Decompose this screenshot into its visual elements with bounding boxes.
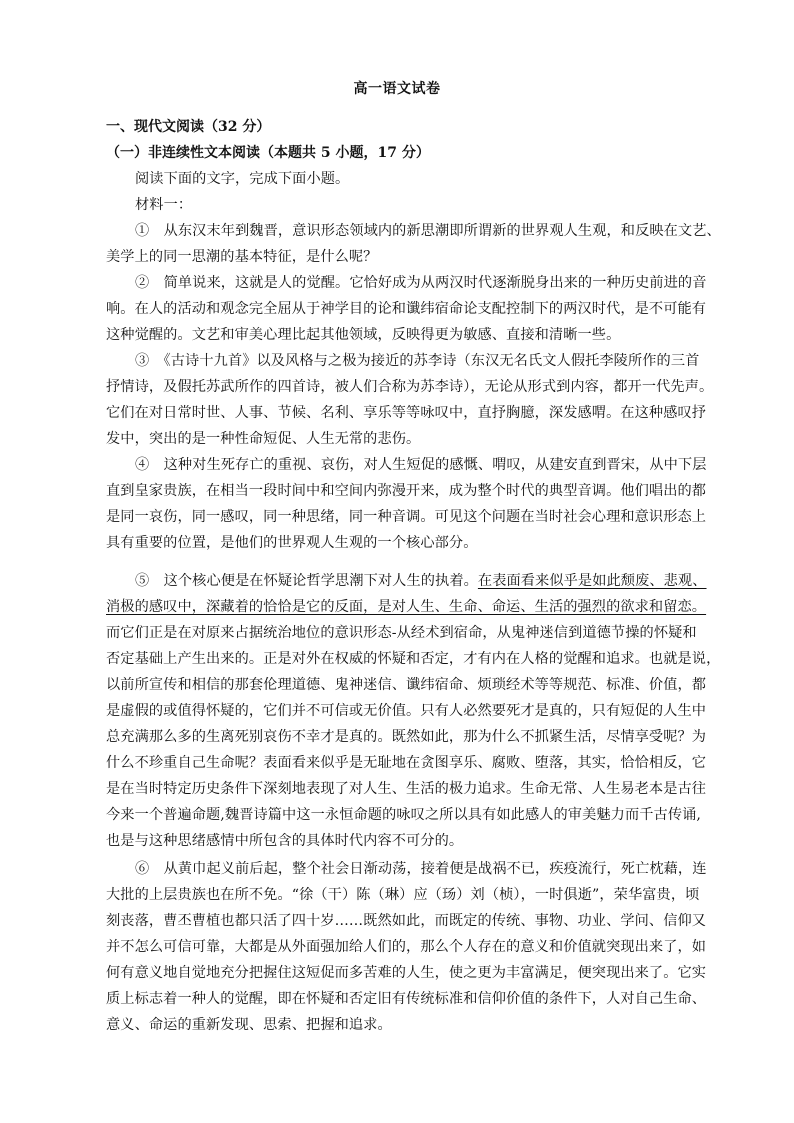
paragraph-line: 刻丧落，曹丕曹植也都只活了四十岁……既然如此，而既定的传统、事物、功业、学问、信仰又 (106, 913, 707, 929)
paragraph-line: 意义、命运的重新发现、思索、把握和追求。 (106, 1017, 392, 1033)
paragraph-line (135, 568, 735, 594)
paragraph-line: ③ 《古诗十九首》以及风格与之极为接近的苏李诗（东汉无名氏文人假托李陵所作的三首 (135, 353, 700, 369)
paragraph-line: 质上标志着一种人的觉醒，即在怀疑和否定旧有传统标准和信仰价值的条件下，人对自己生命、 (106, 991, 707, 1007)
paragraph-line: 具有重要的位置，是他们的世界观人生观的一个核心部分。 (106, 535, 478, 551)
paragraph-line: 并不怎么可信可靠，大都是从外面强加给人们的，那么个人存在的意义和价值就突现出来了，如 (106, 939, 707, 955)
paragraph-line: 是同一哀伤，同一感叹，同一种思绪，同一种音调。可见这个问题在当时社会心理和意识形态上 (106, 509, 707, 525)
page-title: 高一语文试卷 (353, 81, 441, 97)
paragraph-line: ② 简单说来，这就是人的觉醒。它恰好成为从两汉时代逐渐脱身出来的一种历史前进的音 (135, 275, 707, 291)
paragraph-line: 直到皇家贵族，在相当一段时间中和空间内弥漫开来，成为整个时代的典型音调。他们唱出的都 (106, 483, 707, 499)
underlined-sentence: 消极的感叹中，深藏着的恰恰是它的反面，是对人生、生命、命运、生活的强烈的欲求和留恋。 (106, 599, 707, 615)
paragraph-line: ① 从东汉末年到魏晋，意识形态领域内的新思潮即所谓新的世界观人生观，和反映在文艺、 (135, 223, 721, 239)
paragraph-line: 是在当时特定历史条件下深刻地表现了对人生、生活的极力追求。生命无常、人生易老本是古往 (106, 781, 707, 797)
material-label: 材料一： (135, 197, 193, 213)
paragraph-line: 也是与这种思绪感情中所包含的具体时代内容不可分的。 (106, 833, 464, 849)
underlined-sentence: 在表面看来似乎是如此颓废、悲观、 (477, 573, 707, 589)
subsection-heading: （一）非连续性文本阅读（本题共 5 小题，17 分） (106, 145, 430, 161)
paragraph-line: 总充满那么多的生离死别哀伤不幸才是真的。既然如此，那为什么不抓紧生活，尽情享受呢？为 (106, 729, 707, 745)
paragraph-line: 这种觉醒的。文艺和审美心理比起其他领域，反映得更为敏感、直接和清晰一些。 (106, 327, 621, 343)
paragraph-text: ⑤ 这个核心便是在怀疑论哲学思潮下对人生的执着。 (135, 573, 478, 589)
paragraph-line: 大批的上层贵族也在所不免。“徐（干）陈（琳）应（玚）刘（桢），一时俱逝”，荣华富贵，顷 (106, 887, 700, 903)
section-heading: 一、现代文阅读（32 分） (106, 119, 271, 135)
paragraph-line: ⑥ 从黄巾起义前后起，整个社会日渐动荡，接着便是战祸不已，疾疫流行，死亡枕藉，连 (135, 861, 707, 877)
paragraph-line: 美学上的同一思潮的基本特征，是什么呢？ (106, 249, 378, 265)
paragraph-line: 抒情诗，及假托苏武所作的四首诗，被人们合称为苏李诗），无论从形式到内容，都开一代先声。 (106, 379, 714, 395)
paragraph-line: 否定基础上产生出来的。正是对外在权威的怀疑和否定，才有内在人格的觉醒和追求。也就是说， (106, 651, 721, 667)
paragraph-line: 发中，突出的是一种性命短促、人生无常的悲伤。 (106, 431, 421, 447)
paragraph-line: 响。在人的活动和观念完全屈从于神学目的论和谶纬宿命论支配控制下的两汉时代，是不可能有 (106, 301, 707, 317)
paragraph-line: 何有意义地自觉地充分把握住这短促而多苦难的人生，使之更为丰富满足，便突现出来了。它实 (106, 965, 707, 981)
paragraph-line: 以前所宣传和相信的那套伦理道德、鬼神迷信、谶纬宿命、烦琐经术等等规范、标准、价值，都 (106, 677, 707, 693)
paragraph-line: 而它们正是在对原来占据统治地位的意识形态-从经术到宿命，从鬼神迷信到道德节操的怀疑和 (106, 625, 697, 641)
paragraph-line: 它们在对日常时世、人事、节候、名利、享乐等等咏叹中，直抒胸臆，深发感喟。在这种感叹抒 (106, 405, 707, 421)
instruction-line: 阅读下面的文字，完成下面小题。 (135, 171, 350, 187)
paragraph-line: 今来一个普遍命题,魏晋诗篇中这一永恒命题的咏叹之所以具有如此感人的审美魅力而千古传诵, (106, 807, 702, 823)
paragraph-line: 是虚假的或值得怀疑的，它们并不可信或无价值。只有人必然要死才是真的，只有短促的人生中 (106, 703, 707, 719)
paragraph-line: 什么不珍重自己生命呢？表面看来似乎是无耻地在贪图享乐、腐败、堕落，其实，恰恰相反，它 (106, 755, 707, 771)
paragraph-line: ④ 这种对生死存亡的重视、哀伤，对人生短促的感慨、喟叹，从建安直到晋宋，从中下层 (135, 457, 707, 473)
